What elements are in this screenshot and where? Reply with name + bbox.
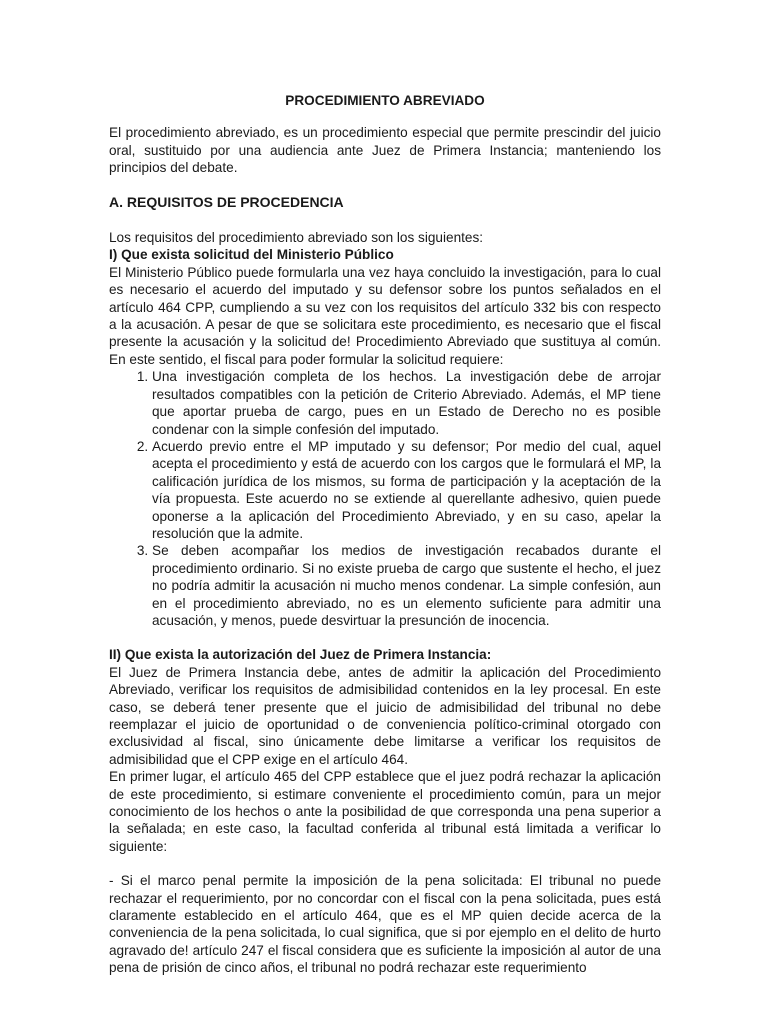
list-item: 3. Se deben acompañar los medios de investigación recabados durante el procedimiento ordinario. Si no existe prueba de cargo que sustente el hecho, el juez no podría admitir la acusación ni mucho menos condenar. La simple confesión, aun en el procedimiento abreviado, no es un elemento suficiente para admitir una acusación, y menos, puede desvirtuar la presunción de inocencia. [152,542,661,629]
document-page [109,92,661,977]
intro-paragraph: El procedimiento abreviado, es un procedimiento especial que permite prescindir del juicio oral, sustituido por una audiencia ante Juez de Primera Instancia; manteniendo los principios del debate. [109,125,661,176]
list-item: 1. Una investigación completa de los hechos. La investigación debe de arrojar resultados compatibles con la petición de Criterio Abreviado. Además, el MP tiene que aportar prueba de cargo, pues en un Estado de Derecho no es posible condenar con la simple confesión del imputado. [152,368,661,438]
requirement-2-body-1: El Juez de Primera Instancia debe, antes de admitir la aplicación del Procedimiento Abreviado, verificar los requisitos de admisibilidad contenidos en la ley procesal. En este caso, se deberá tener presente que el juicio de admisibilidad del tribunal no debe reemplazar el juicio de oportunidad o de conveniencia político-criminal otorgado con exclusividad al fiscal, sino únicamente debe limitarse a verificar los requisitos de admisibilidad que el CPP exige en el artículo 464. [109,664,661,767]
list-item: 2. Acuerdo previo entre el MP imputado y su defensor; Por medio del cual, aquel acepta el procedimiento y está de acuerdo con los cargos que le formulará el MP, la calificación jurídica de los mismos, su forma de participación y la aceptación de la vía propuesta. Este acuerdo no se extiende al querellante adhesivo, quien puede oponerse a la aplicación del Procedimiento Abreviado, y en su caso, apelar la resolución que la admite. [152,438,661,542]
requirement-1-body: El Ministerio Público puede formularla una vez haya concluido la investigación, para lo cual es necesario el acuerdo del imputado y su defensor sobre los puntos señalados en el artículo 464 CPP, cumpliendo a su vez con los requisitos del artículo 332 bis con respecto a la acusación. A pesar de que se solicitara este procedimiento, es necesario que el fiscal presente la acusación y la solicitud de! Procedimiento Abreviado que sustituya al común. En este sentido, el fiscal para poder formular la solicitud requiere: [109,264,661,367]
requirement-2-body-3: - Si el marco penal permite la imposición de la pena solicitada: El tribunal no puede rechazar el requerimiento, por no concordar con el fiscal con la pena solicitada, pues está claramente establecido en el artículo 464, que es el MP quien decide acerca de la conveniencia de la pena solicitada, lo cual significa, que si por ejemplo en el delito de hurto agravado de! artículo 247 el fiscal considera que es suficiente la imposición al autor de una pena de prisión de cinco años, el tribunal no podrá rechazar este requerimiento [109,873,661,976]
requirement-2-body-2: En primer lugar, el artículo 465 del CPP establece que el juez podrá rechazar la aplicación de este procedimiento, si estimare conveniente el procedimiento común, para un mejor conocimiento de los hechos o ante la posibilidad de que corresponda una pena superior a la señalada; en este caso, la facultad conferida al tribunal está limitada a verificar lo siguiente: [109,769,661,854]
section-a-heading: A. REQUISITOS DE PROCEDENCIA [109,193,344,210]
document-title: PROCEDIMIENTO ABREVIADO [285,93,485,108]
requirement-1-list [109,368,661,629]
requirement-2-heading: II) Que exista la autorización del Juez de Primera Instancia: [109,647,492,663]
requirement-1-heading: I) Que exista solicitud del Ministerio Público [109,247,394,263]
section-a-lead: Los requisitos del procedimiento abreviado son los siguientes: [109,230,484,246]
